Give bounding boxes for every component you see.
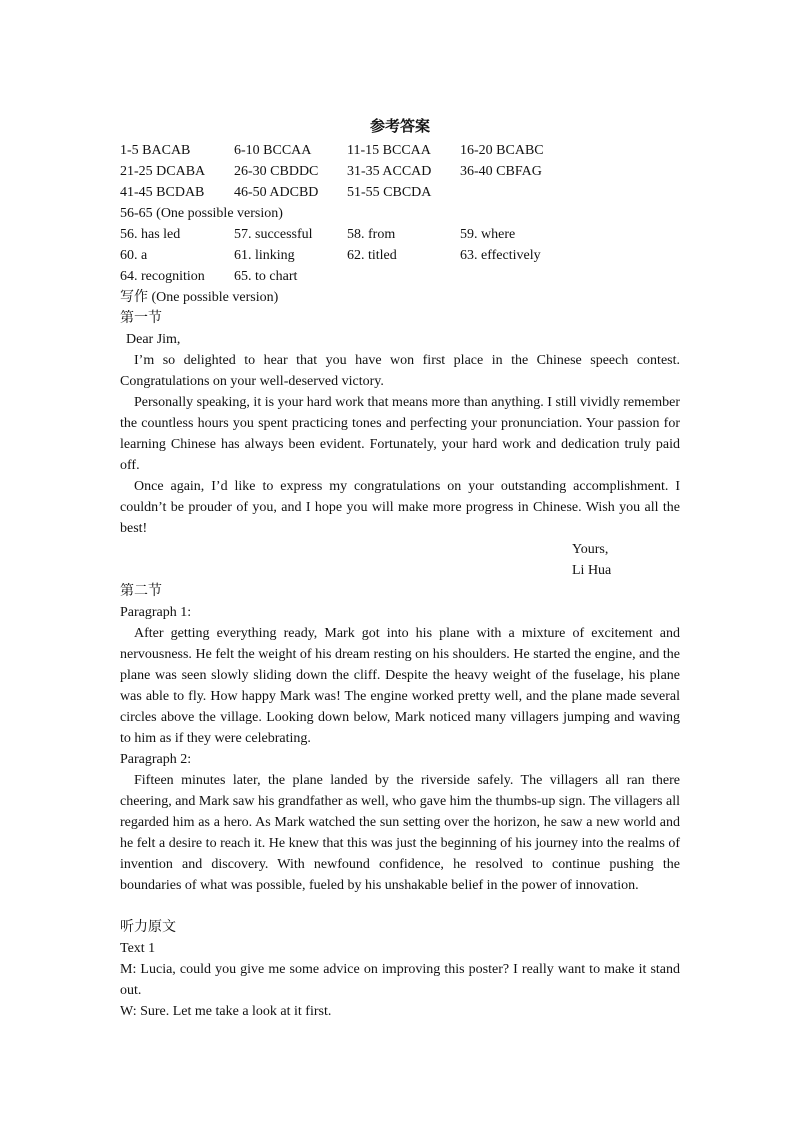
answer-cell — [460, 182, 580, 203]
dialogue-line: M: Lucia, could you give me some advice on improving this poster? I really want to make it stand out. — [120, 962, 680, 998]
fill-cell: 65. to chart — [234, 269, 298, 284]
letter-paragraph: Once again, I’d like to express my congratulations on your outstanding accomplishment. I couldn’t be prouder of you, and I hope you will make more progress in Chinese. Wish you all the best! — [120, 479, 680, 536]
letter-paragraph: Personally speaking, it is your hard work that means more than anything. I still vividly remember the countless hours you spent practicing tones and perfecting your pronunciation. Your passion for learning Chinese has always been evident. Fortunately, your hard work and dedication truly paid off. — [120, 395, 680, 473]
dialogue-line: W: Sure. Let me take a look at it first. — [120, 1004, 332, 1019]
letter-closing: Yours, — [572, 542, 609, 557]
answer-cell: 46-50 ADCBD — [234, 185, 319, 200]
fill-row — [120, 224, 680, 245]
letter-signature: Li Hua — [572, 563, 612, 578]
letter-greeting: Dear Jim, — [126, 332, 181, 347]
answer-row — [120, 140, 680, 161]
answer-cell: 11-15 BCCAA — [347, 143, 431, 158]
paragraph-one-text: After getting everything ready, Mark got into his plane with a mixture of excitement and nervousness. He felt the weight of his dream resting on his shoulders. He started the engine, and the plane was seen slowly sliding down the cliff. Despite the heavy weight of the fuselage, his plane was able to fly. How happy Mark was! The engine worked pretty well, and the plane made several circles above the village. Looking down below, Mark noticed many villagers jumping and waving to him as if they were celebrating. — [120, 626, 680, 746]
paragraph-one-label: Paragraph 1: — [120, 605, 192, 620]
answer-cell: 36-40 CBFAG — [460, 164, 542, 179]
fill-cell: 64. recognition — [120, 269, 205, 284]
fill-cell: 61. linking — [234, 248, 295, 263]
answer-row — [120, 161, 680, 182]
answer-cell: 31-35 ACCAD — [347, 164, 432, 179]
paragraph-two-text: Fifteen minutes later, the plane landed by the riverside safely. The villagers all ran there cheering, and Mark saw his grandfather as well, who gave him the thumbs-up sign. The villagers all regarded him as a hero. As Mark watched the sun setting over the horizon, he saw a new world and he felt a desire to reach it. He knew that this was just the beginning of his journey into the realms of invention and discovery. With newfound confidence, he resolved to continue pushing the boundaries of what was possible, fueled by his unshakable belief in the power of innovation. — [120, 773, 680, 893]
blank-line — [120, 896, 680, 917]
letter — [120, 329, 680, 581]
answer-cell: 21-25 DCABA — [120, 164, 206, 179]
fill-cell: 60. a — [120, 248, 148, 263]
fill-cell — [460, 266, 580, 287]
paragraph-two-label: Paragraph 2: — [120, 752, 192, 767]
answer-key-table — [120, 140, 680, 203]
document-title: 参考答案 — [369, 119, 430, 135]
fill-in-heading: 56-65 (One possible version) — [120, 206, 283, 221]
fill-cell: 56. has led — [120, 227, 181, 242]
letter-paragraph: I’m so delighted to hear that you have won first place in the Chinese speech contest. Congratulations on your well-deserved victory. — [120, 353, 680, 389]
fill-cell: 63. effectively — [460, 248, 541, 263]
fill-cell: 62. titled — [347, 248, 397, 263]
answer-cell: 6-10 BCCAA — [234, 143, 312, 158]
fill-cell: 59. where — [460, 227, 516, 242]
answer-row — [120, 182, 680, 203]
fill-in-table — [120, 224, 680, 287]
answer-cell: 1-5 BACAB — [120, 143, 191, 158]
answer-cell: 26-30 CBDDC — [234, 164, 319, 179]
writing-heading: 写作 (One possible version) — [120, 290, 279, 305]
section-one-heading: 第一节 — [120, 311, 162, 326]
section-two-heading: 第二节 — [120, 584, 162, 599]
listening-heading: 听力原文 — [120, 920, 176, 935]
answer-cell: 51-55 CBCDA — [347, 185, 432, 200]
fill-row — [120, 245, 680, 266]
answer-cell: 41-45 BCDAB — [120, 185, 205, 200]
fill-row — [120, 266, 680, 287]
answer-document — [120, 114, 680, 1022]
fill-cell — [347, 266, 460, 287]
fill-cell: 57. successful — [234, 227, 313, 242]
answer-cell: 16-20 BCABC — [460, 143, 544, 158]
text-one-label: Text 1 — [120, 941, 156, 956]
fill-cell: 58. from — [347, 227, 396, 242]
